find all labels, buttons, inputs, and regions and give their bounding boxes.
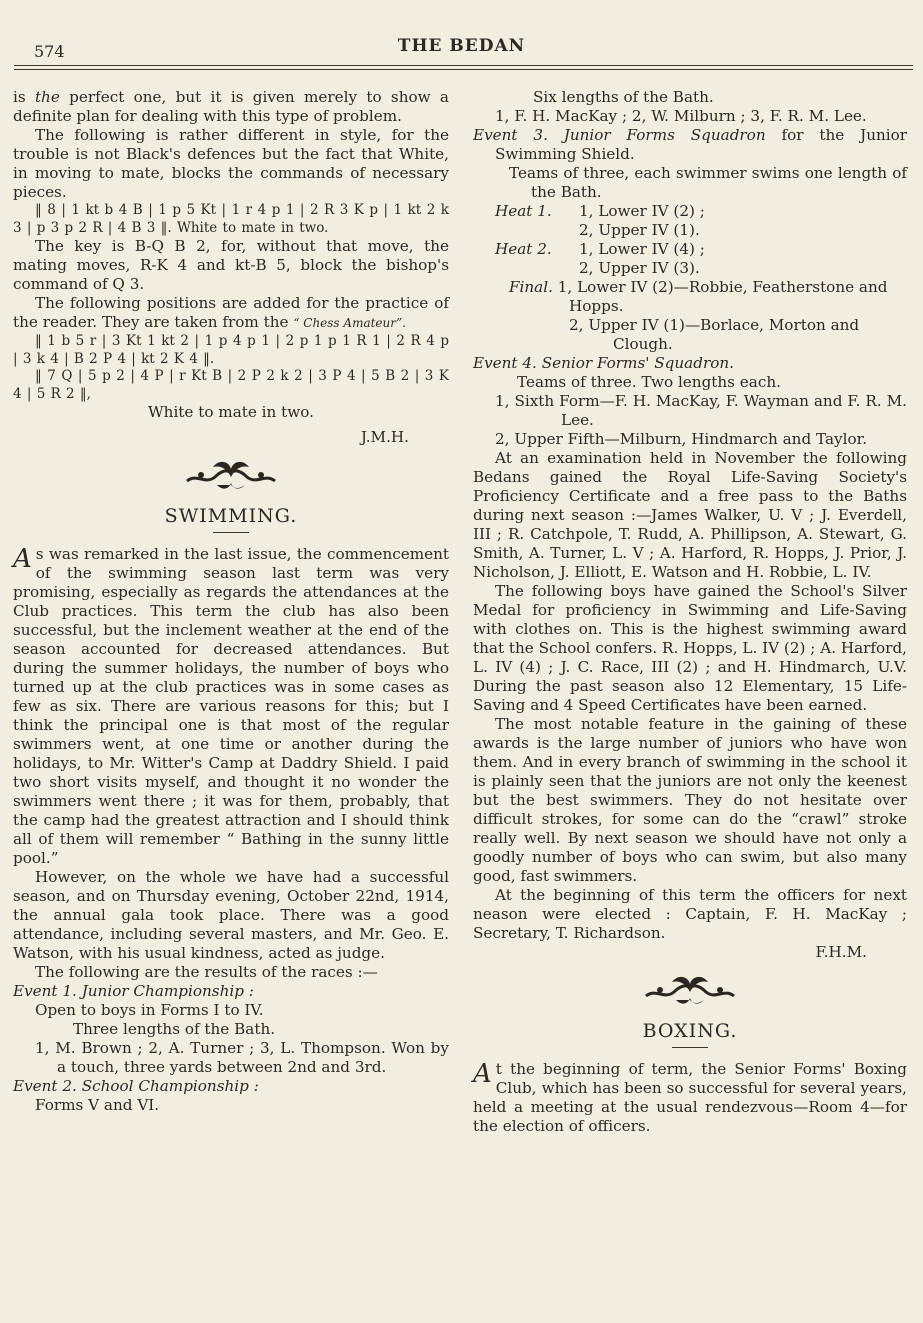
chess-key-paragraph: The key is B-Q B 2, for, without that move, the mating moves, R-K 4 and kt-B 5, block the bishop's command of Q 3.	[13, 237, 449, 293]
swimming-paragraph-1: As was remarked in the last issue, the commencement of the swimming season last term was very promising, especially as regards the attendances at the Club practices. This term the club has also been successful, but the inclement weather at the end of the season accounted for decreased attendances. But during the summer holidays, the number of boys who turned up at the club practices was in some cases as few as six. There are various reasons for this; but I think the principal one is that most of the regular swimmers went, at one time or another during the holidays, to Mr. Witter's Camp at Daddry Shield. I paid two short visits myself, and thought it no wonder the swimmers went there ; it was for them, probably, that the camp had the greatest attraction and I should think all of them will remember “ Bathing in the sunny little pool.”	[13, 544, 449, 867]
event-1-line-2: Three lengths of the Bath.	[73, 1020, 276, 1038]
heat-1-b: 2, Upper IV (1).	[579, 221, 700, 239]
medal-paragraph: The following boys have gained the School's Silver Medal for proficiency in Swimming and Life-Saving with clothes on. This is the highest swimming award that the School confers. R. Hopps, L. IV (2) ; A. Harford, L. IV (4) ; J. C. Race, III (2) ; and H. Hindmarch, U.V. During the past season also 12 Elementary, 15 Life-Saving and 4 Speed Certificates have been earned.	[473, 582, 907, 714]
event-4-line-1: Teams of three. Two lengths each.	[517, 373, 781, 391]
header-rule-bottom	[14, 69, 913, 70]
notable-paragraph: The most notable feature in the gaining of these awards is the large number of juniors who have won them. And in every branch of swimming in the school it is plainly seen that the juniors are not only the keenest but the best swimmers. They do not hesitate over difficult strokes, for some can do the “crawl” stroke really well. By next season we should have not only a goodly number of boys who can swim, but also many good, fast swimmers.	[473, 715, 907, 885]
event-3-heading: Event 3. Junior Forms Squadron for the Junior Swimming Shield.	[473, 126, 908, 163]
event-3-line-1: Teams of three, each swimmer swims one length of the Bath.	[509, 164, 907, 201]
officers-paragraph: At the beginning of this term the officers for next neason were elected : Captain, F. H. MacKay ; Secretary, T. Richardson.	[473, 886, 907, 942]
event-4-heading: Event 4. Senior Forms' Squadron.	[473, 354, 734, 372]
event-2-results: 1, F. H. MacKay ; 2, W. Milburn ; 3, F. R. M. Lee.	[495, 107, 867, 125]
event-2-heading: Event 2. School Championship :	[13, 1077, 259, 1095]
running-head: THE BEDAN	[397, 36, 526, 56]
chess-position-2: ‖ 1 b 5 r | 3 Kt 1 kt 2 | 1 p 4 p 1 | 2 p 1 p 1 R 1 | 2 R 4 p | 3 k 4 | B 2 P 4 | kt 2 K 4 ‖.	[13, 333, 449, 367]
ornament-icon	[183, 455, 279, 495]
swimming-paragraph-2: However, on the whole we have had a successful season, and on Thursday evening, October 22nd, 1914, the annual gala took place. There was a good attendance, including several masters, and Mr. Geo. E. Watson, with his usual kindness, acted as judge.	[13, 868, 449, 962]
header-rule-top	[14, 65, 913, 66]
exam-paragraph: At an examination held in November the following Bedans gained the Royal Life-Saving Society's Proficiency Certificate and a free pass to the Baths during next season :—James Walker, U. V ; J. Everdell, III ; R. Catchpole, T. Rudd, A. Phillipson, A. Stewart, G. Smith, A. Turner, L. V ; A. Harford, R. Hopps, J. Prior, J. Nicholson, J. Elliott, E. Watson and H. Robbie, L. IV.	[473, 449, 907, 581]
swimming-heading: SWIMMING.	[164, 505, 298, 527]
event-1-results: 1, M. Brown ; 2, A. Turner ; 3, L. Thompson. Won by a touch, three yards between 2nd and 3rd.	[35, 1039, 449, 1076]
page-number: 574	[34, 42, 65, 61]
event-4-b: 2, Upper Fifth—Milburn, Hindmarch and Taylor.	[495, 430, 868, 448]
event-2-line-1: Forms V and VI.	[35, 1096, 160, 1114]
right-column	[473, 88, 907, 1136]
swimming-divider	[213, 532, 249, 533]
boxing-paragraph-1: At the beginning of term, the Senior Forms' Boxing Club, which has been so successful for several years, held a meeting at the usual rendezvous—Room 4—for the election of officers.	[473, 1059, 907, 1135]
swimming-paragraph-3: The following are the results of the races :—	[35, 963, 378, 981]
boxing-divider	[672, 1047, 708, 1048]
drop-cap: A	[473, 1059, 492, 1089]
event-2-line-2: Six lengths of the Bath.	[533, 88, 714, 106]
chess-practice-paragraph: The following positions are added for the practice of the reader. They are taken from the “ Chess Amateur”.	[13, 294, 449, 331]
heat-2-b: 2, Upper IV (3).	[579, 259, 700, 277]
chess-mate-line: White to mate in two.	[148, 403, 314, 421]
chess-position-1: ‖ 8 | 1 kt b 4 B | 1 p 5 Kt | 1 r 4 p 1 | 2 R 3 K p | 1 kt 2 k 3 | p 3 p 2 R | 4 B 3 ‖. White to mate in two.	[13, 202, 449, 236]
final-a: Final. 1, Lower IV (2)—Robbie, Featherstone and Hopps.	[509, 278, 888, 315]
drop-cap: A	[13, 544, 32, 574]
heat-1-a: Heat 1. 1, Lower IV (2) ;	[495, 202, 705, 220]
event-4-a: 1, Sixth Form—F. H. MacKay, F. Wayman and F. R. M. Lee.	[495, 392, 907, 429]
chess-paragraph-2: The following is rather different in style, for the trouble is not Black's defences but the fact that White, in moving to mate, blocks the commands of necessary pieces.	[13, 126, 449, 201]
intro-paragraph: is the perfect one, but it is given merely to show a definite plan for dealing with this type of problem.	[13, 88, 449, 125]
event-1-line-1: Open to boys in Forms I to IV.	[35, 1001, 264, 1019]
signature-fhm: F.H.M.	[815, 943, 867, 961]
signature-jmh: J.M.H.	[360, 428, 409, 446]
ornament-icon	[642, 970, 738, 1010]
final-b: 2, Upper IV (1)—Borlace, Morton and Clough.	[569, 316, 860, 353]
left-column	[13, 88, 449, 1115]
event-1-heading: Event 1. Junior Championship :	[13, 982, 254, 1000]
boxing-heading: BOXING.	[642, 1020, 738, 1042]
chess-position-3: ‖ 7 Q | 5 p 2 | 4 P | r Kt B | 2 P 2 k 2 | 3 P 4 | 5 B 2 | 3 K 4 | 5 R 2 ‖,	[13, 368, 449, 402]
heat-2-a: Heat 2. 1, Lower IV (4) ;	[495, 240, 705, 258]
